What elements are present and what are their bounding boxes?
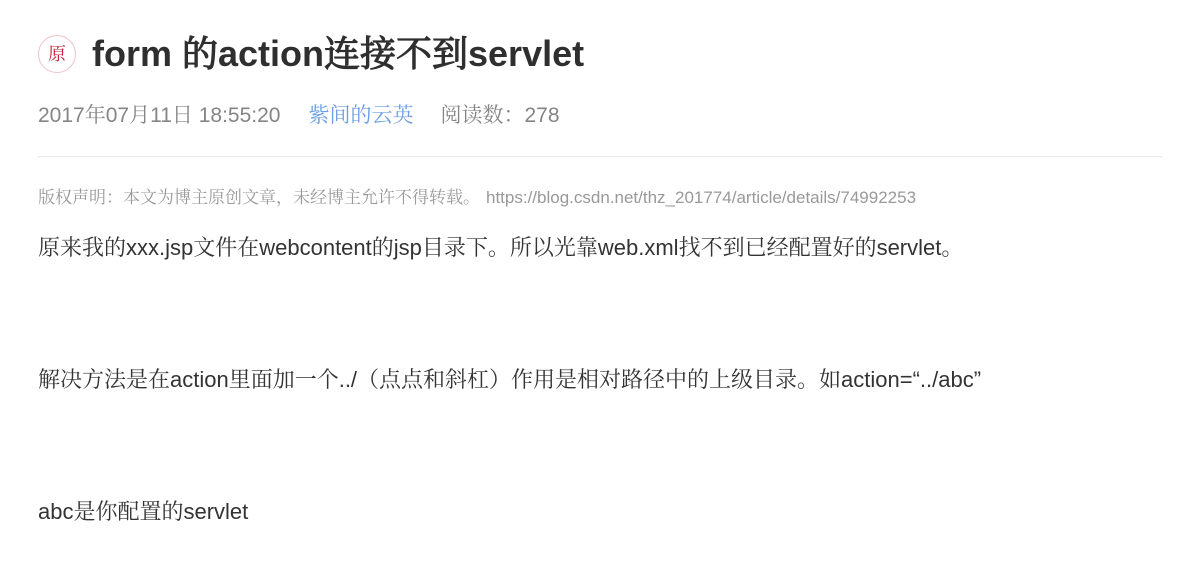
article-paragraph-1: 原来我的xxx.jsp文件在webcontent的jsp目录下。所以光靠web.xml找不到已经配置好的servlet。 (38, 235, 964, 260)
divider (38, 156, 1162, 157)
copyright-text: 版权声明：本文为博主原创文章，未经博主允许不得转载。 (38, 188, 480, 207)
article-paragraph-2: 解决方法是在action里面加一个../（点点和斜杠）作用是相对路径中的上级目录。如action=“../abc” (38, 367, 982, 392)
publish-date: 2017年07月11日 18:55:20 (38, 104, 281, 127)
author-link[interactable]: 紫间的云英 (308, 104, 414, 127)
copyright-notice (38, 187, 916, 209)
article-paragraph-3: abc是你配置的servlet (38, 499, 249, 524)
original-badge: 原 (38, 35, 76, 73)
read-count: 阅读数：278 (440, 104, 560, 127)
article-url-link[interactable]: https://blog.csdn.net/thz_201774/article/details/74992253 (486, 188, 917, 207)
article-header (38, 32, 584, 76)
article-title: form 的action连接不到servlet (92, 33, 585, 74)
article-meta (38, 100, 560, 128)
